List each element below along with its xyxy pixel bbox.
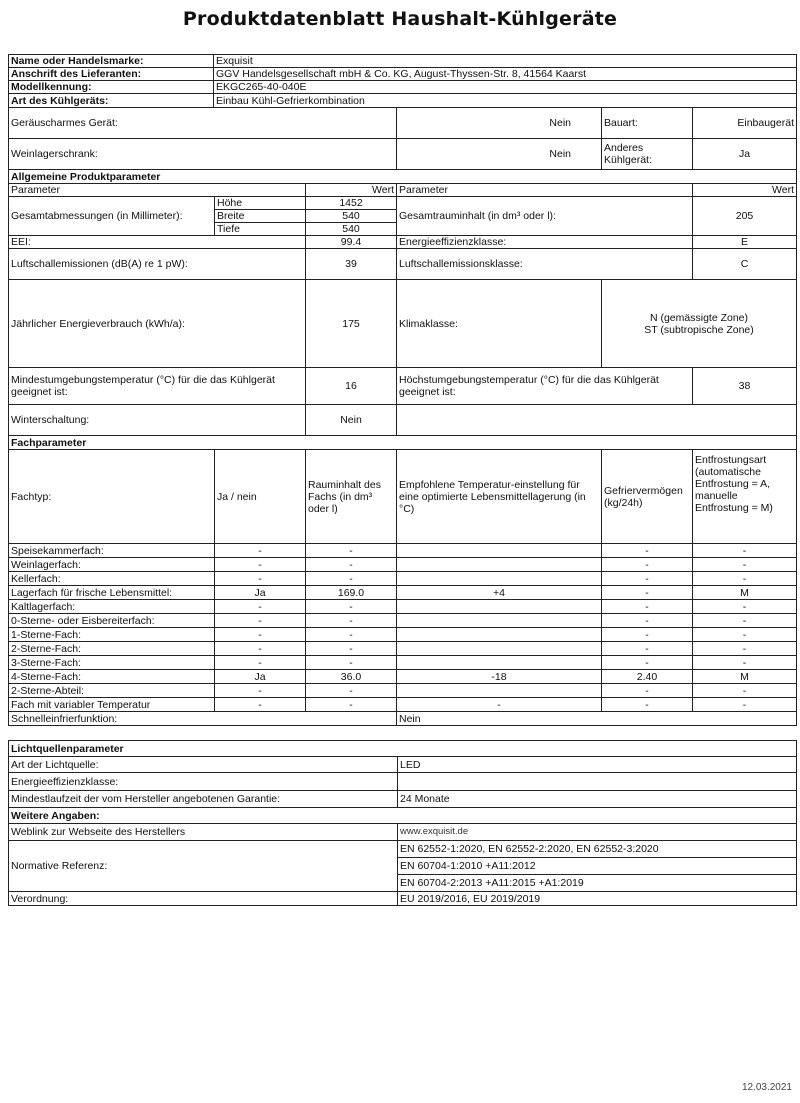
- light-type-label: Art der Lichtquelle:: [9, 757, 398, 773]
- compartment-defrost: -: [693, 544, 797, 558]
- compartment-volume: -: [306, 698, 397, 712]
- data-sheet: [8, 54, 796, 906]
- winter-empty: [397, 405, 797, 436]
- fridge-type-value: Einbau Kühl-Gefrierkombination: [214, 94, 797, 108]
- brand-label: Name oder Handelsmarke:: [9, 55, 214, 68]
- address-value: GGV Handelsgesellschaft mbH & Co. KG, August-Thyssen-Str. 8, 41564 Kaarst: [214, 68, 797, 81]
- wine-value: Nein: [397, 139, 602, 170]
- energy-class-label: Energieeffizienzklasse:: [397, 236, 693, 249]
- quiet-value: Nein: [397, 108, 602, 139]
- width-value: 540: [306, 210, 397, 223]
- height-label: Höhe: [215, 197, 306, 210]
- min-temp-label: Mindestumgebungstemperatur (°C) für die das Kühlgerät geeignet ist:: [9, 368, 306, 405]
- other-value: Ja: [693, 139, 797, 170]
- col-defrost: Entfrostungsart (automatische Entfrostung = A, manuelle Entfrostung = M): [693, 450, 797, 544]
- compartment-name: 2-Sterne-Abteil:: [9, 684, 215, 698]
- min-temp-value: 16: [306, 368, 397, 405]
- volume-value: 205: [693, 197, 797, 236]
- compartment-name: Weinlagerfach:: [9, 558, 215, 572]
- compartment-yesno: -: [215, 544, 306, 558]
- compartment-freeze: -: [602, 684, 693, 698]
- compartment-temp: [397, 558, 602, 572]
- light-heading: Lichtquellenparameter: [9, 741, 797, 757]
- depth-label: Tiefe: [215, 223, 306, 236]
- compartment-volume: -: [306, 558, 397, 572]
- brand-value: Exquisit: [214, 55, 797, 68]
- max-temp-value: 38: [693, 368, 797, 405]
- compartment-defrost: -: [693, 656, 797, 670]
- compartment-volume: -: [306, 600, 397, 614]
- compartment-volume: 169.0: [306, 586, 397, 600]
- light-table: [8, 740, 797, 906]
- norms-label: Normative Referenz:: [9, 841, 398, 892]
- compartment-yesno: -: [215, 572, 306, 586]
- table-row: [9, 656, 797, 670]
- compartment-defrost: -: [693, 614, 797, 628]
- further-heading: Weitere Angaben:: [9, 808, 797, 824]
- table-row: [9, 558, 797, 572]
- winter-label: Winterschaltung:: [9, 405, 306, 436]
- compartment-name: 0-Sterne- oder Eisbereiterfach:: [9, 614, 215, 628]
- compartment-temp: [397, 600, 602, 614]
- table-row: [9, 572, 797, 586]
- compartment-temp: [397, 544, 602, 558]
- table-row: [9, 614, 797, 628]
- param-header-left: Parameter: [9, 184, 306, 197]
- climate-value: [602, 280, 797, 368]
- norm-1: EN 62552-1:2020, EN 62552-2:2020, EN 62552-3:2020: [398, 841, 797, 858]
- compartment-name: Lagerfach für frische Lebensmittel:: [9, 586, 215, 600]
- compartment-rows: [9, 544, 797, 712]
- compartment-freeze: -: [602, 628, 693, 642]
- parameter-table: [8, 107, 797, 726]
- compartment-name: 4-Sterne-Fach:: [9, 670, 215, 684]
- supplier-table: [8, 54, 797, 108]
- compartment-defrost: -: [693, 628, 797, 642]
- weblink-value: www.exquisit.de: [398, 824, 797, 841]
- compartment-temp: [397, 684, 602, 698]
- compartment-volume: -: [306, 628, 397, 642]
- model-value: EKGC265-40-040E: [214, 81, 797, 94]
- compartment-defrost: -: [693, 642, 797, 656]
- value-header-left: Wert: [306, 184, 397, 197]
- light-type-value: LED: [398, 757, 797, 773]
- width-label: Breite: [215, 210, 306, 223]
- compartment-temp: [397, 656, 602, 670]
- annual-energy-label: Jährlicher Energieverbrauch (kWh/a):: [9, 280, 306, 368]
- light-class-label: Energieeffizienzklasse:: [9, 773, 398, 791]
- table-row: [9, 670, 797, 684]
- volume-label: Gesamtrauminhalt (in dm³ oder l):: [397, 197, 693, 236]
- compartment-name: Kellerfach:: [9, 572, 215, 586]
- compartments-heading: Fachparameter: [9, 436, 797, 450]
- compartment-freeze: -: [602, 600, 693, 614]
- compartment-volume: -: [306, 684, 397, 698]
- noise-value: 39: [306, 249, 397, 280]
- warranty-value: 24 Monate: [398, 791, 797, 808]
- compartment-freeze: -: [602, 572, 693, 586]
- max-temp-label: Höchstumgebungstemperatur (°C) für die das Kühlgerät geeignet ist:: [397, 368, 693, 405]
- eei-value: 99.4: [306, 236, 397, 249]
- compartment-name: Fach mit variabler Temperatur: [9, 698, 215, 712]
- col-yesno: Ja / nein: [215, 450, 306, 544]
- col-freeze-capacity: Gefriervermögen (kg/24h): [602, 450, 693, 544]
- col-fachtyp: Fachtyp:: [9, 450, 215, 544]
- compartment-temp: [397, 628, 602, 642]
- document-date: 12.03.2021: [741, 1082, 792, 1093]
- compartment-defrost: -: [693, 558, 797, 572]
- design-label: Bauart:: [602, 108, 693, 139]
- model-label: Modellkennung:: [9, 81, 214, 94]
- compartment-volume: -: [306, 544, 397, 558]
- compartment-freeze: 2.40: [602, 670, 693, 684]
- climate-value-n: N (gemässigte Zone): [649, 311, 749, 324]
- compartment-temp: -18: [397, 670, 602, 684]
- compartment-freeze: -: [602, 698, 693, 712]
- table-row: [9, 628, 797, 642]
- compartment-freeze: -: [602, 586, 693, 600]
- climate-label: Klimaklasse:: [397, 280, 602, 368]
- compartment-defrost: -: [693, 684, 797, 698]
- norm-2: EN 60704-1:2010 +A11:2012: [398, 858, 797, 875]
- wine-label: Weinlagerschrank:: [9, 139, 397, 170]
- compartment-yesno: -: [215, 600, 306, 614]
- compartment-temp: [397, 614, 602, 628]
- compartment-name: 3-Sterne-Fach:: [9, 656, 215, 670]
- quick-freeze-value: Nein: [397, 712, 797, 726]
- winter-value: Nein: [306, 405, 397, 436]
- noise-class-value: C: [693, 249, 797, 280]
- compartment-name: 2-Sterne-Fach:: [9, 642, 215, 656]
- general-heading: Allgemeine Produktparameter: [9, 170, 797, 184]
- climate-value-st: ST (subtropische Zone): [644, 323, 754, 336]
- compartment-volume: 36.0: [306, 670, 397, 684]
- compartment-defrost: -: [693, 698, 797, 712]
- compartment-defrost: M: [693, 670, 797, 684]
- compartment-yesno: -: [215, 628, 306, 642]
- eei-label: EEI:: [9, 236, 306, 249]
- regulation-value: EU 2019/2016, EU 2019/2019: [398, 892, 797, 906]
- compartment-defrost: -: [693, 600, 797, 614]
- fridge-type-label: Art des Kühlgeräts:: [9, 94, 214, 108]
- compartment-yesno: -: [215, 698, 306, 712]
- compartment-yesno: -: [215, 614, 306, 628]
- noise-label: Luftschallemissionen (dB(A) re 1 pW):: [9, 249, 306, 280]
- compartment-defrost: -: [693, 572, 797, 586]
- warranty-label: Mindestlaufzeit der vom Hersteller angebotenen Garantie:: [9, 791, 398, 808]
- annual-energy-value: 175: [306, 280, 397, 368]
- compartment-yesno: -: [215, 684, 306, 698]
- energy-class-value: E: [693, 236, 797, 249]
- param-header-right: Parameter: [397, 184, 693, 197]
- compartment-freeze: -: [602, 656, 693, 670]
- compartment-volume: -: [306, 656, 397, 670]
- height-value: 1452: [306, 197, 397, 210]
- table-row: [9, 600, 797, 614]
- compartment-volume: -: [306, 614, 397, 628]
- other-label: Anderes Kühlgerät:: [602, 139, 693, 170]
- compartment-freeze: -: [602, 544, 693, 558]
- compartment-yesno: Ja: [215, 586, 306, 600]
- compartment-volume: -: [306, 572, 397, 586]
- table-row: [9, 544, 797, 558]
- table-row: [9, 642, 797, 656]
- compartment-name: Kaltlagerfach:: [9, 600, 215, 614]
- table-row: [9, 586, 797, 600]
- regulation-label: Verordnung:: [9, 892, 398, 906]
- compartment-name: Speisekammerfach:: [9, 544, 215, 558]
- col-temperature: Empfohlene Temperatur-einstellung für eine optimierte Lebensmittellagerung (in °C): [397, 450, 602, 544]
- compartment-volume: -: [306, 642, 397, 656]
- col-volume: Rauminhalt des Fachs (in dm³ oder l): [306, 450, 397, 544]
- design-value: Einbaugerät: [693, 108, 797, 139]
- table-row: [9, 698, 797, 712]
- compartment-yesno: -: [215, 656, 306, 670]
- compartment-yesno: -: [215, 558, 306, 572]
- weblink-label: Weblink zur Webseite des Herstellers: [9, 824, 398, 841]
- noise-class-label: Luftschallemissionsklasse:: [397, 249, 693, 280]
- compartment-yesno: -: [215, 642, 306, 656]
- page-title: Produktdatenblatt Haushalt-Kühlgeräte: [182, 8, 618, 30]
- value-header-right: Wert: [693, 184, 797, 197]
- compartment-temp: [397, 572, 602, 586]
- light-class-value: [398, 773, 797, 791]
- compartment-name: 1-Sterne-Fach:: [9, 628, 215, 642]
- compartment-temp: +4: [397, 586, 602, 600]
- compartment-defrost: M: [693, 586, 797, 600]
- compartment-freeze: -: [602, 614, 693, 628]
- compartment-temp: -: [397, 698, 602, 712]
- norm-3: EN 60704-2:2013 +A11:2015 +A1:2019: [398, 875, 797, 892]
- address-label: Anschrift des Lieferanten:: [9, 68, 214, 81]
- compartment-yesno: Ja: [215, 670, 306, 684]
- table-row: [9, 684, 797, 698]
- compartment-temp: [397, 642, 602, 656]
- compartment-freeze: -: [602, 558, 693, 572]
- compartment-freeze: -: [602, 642, 693, 656]
- depth-value: 540: [306, 223, 397, 236]
- quick-freeze-label: Schnelleinfrierfunktion:: [9, 712, 397, 726]
- quiet-label: Geräuscharmes Gerät:: [9, 108, 397, 139]
- dimensions-label: Gesamtabmessungen (in Millimeter):: [9, 197, 215, 236]
